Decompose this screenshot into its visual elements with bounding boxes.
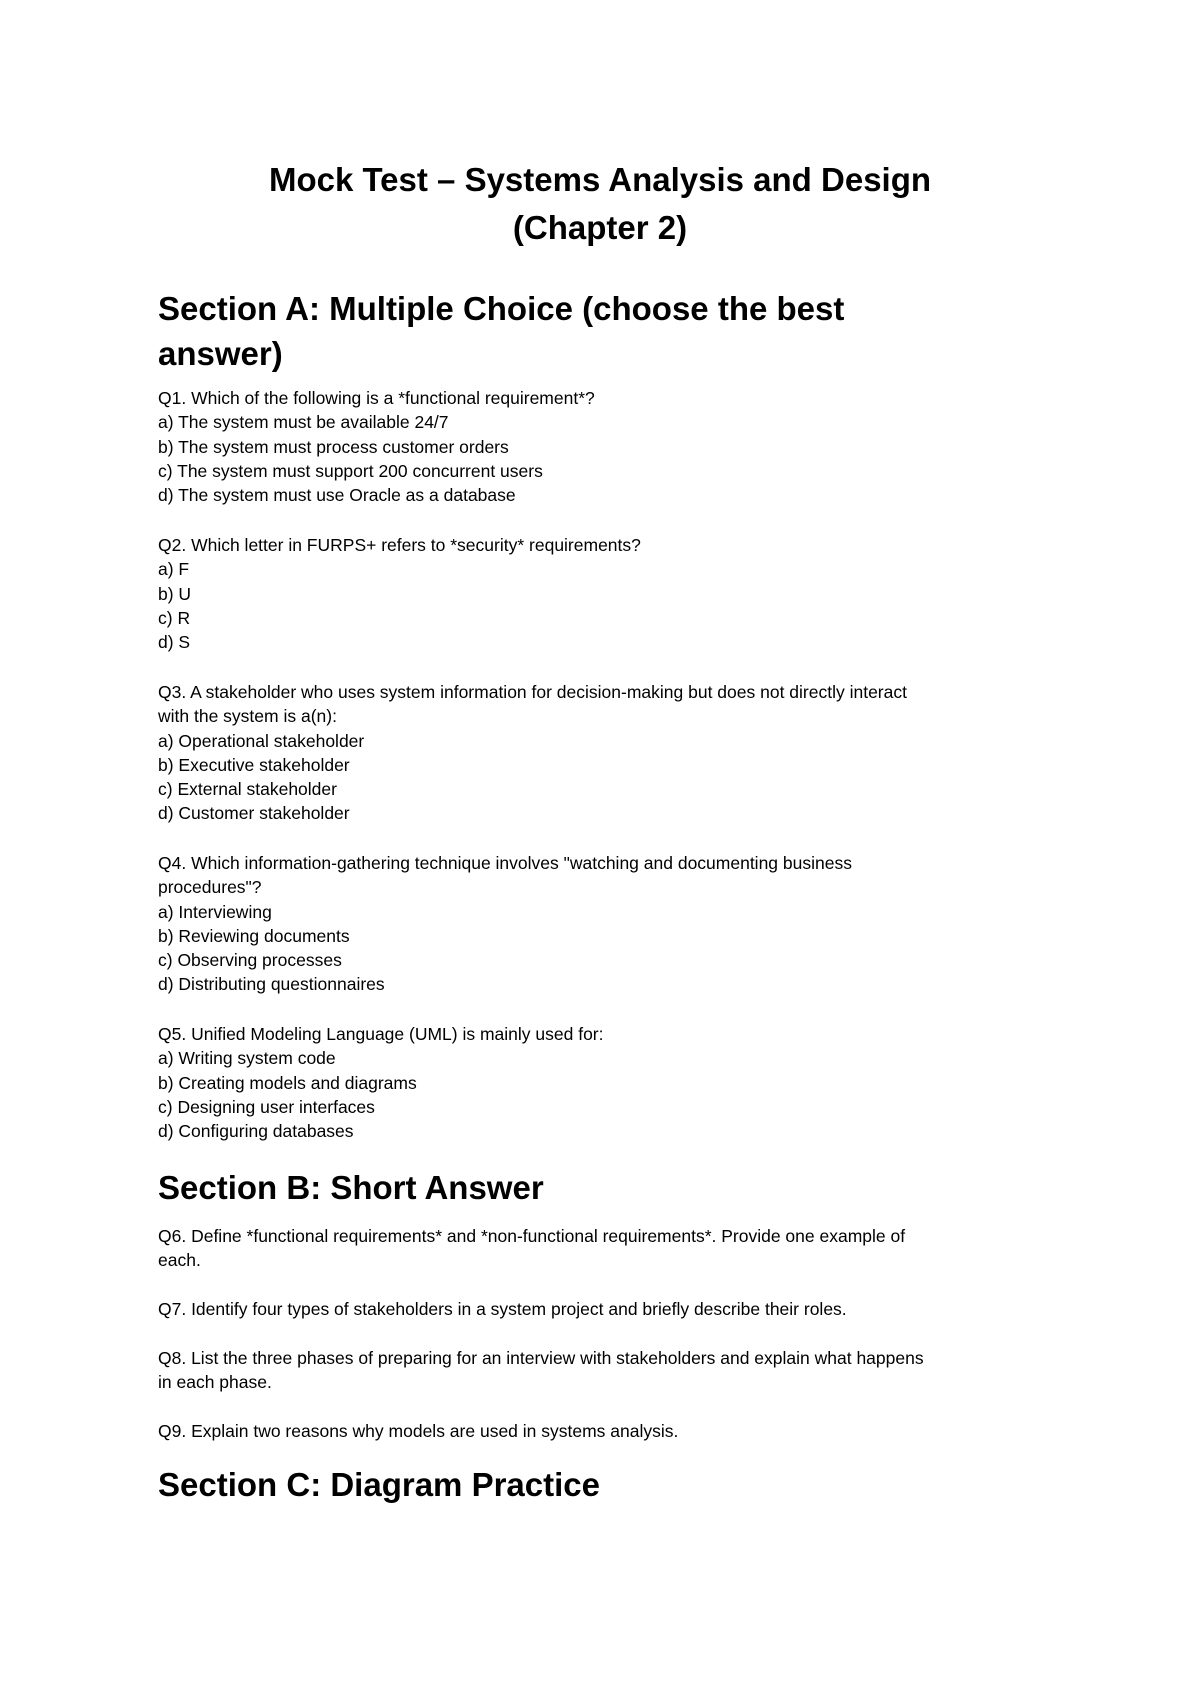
question-text: Q7. Identify four types of stakeholders in a system project and briefly describe their roles.	[158, 1299, 847, 1319]
question-text: Q4. Which information-gathering technique involves "watching and documenting business	[158, 853, 852, 873]
answer-option: a) Interviewing	[158, 901, 272, 922]
answer-option: c) The system must support 200 concurrent users	[158, 460, 543, 481]
answer-option: d) The system must use Oracle as a database	[158, 485, 516, 506]
answer-option: b) Executive stakeholder	[158, 754, 350, 775]
answer-option: a) F	[158, 559, 190, 580]
answer-option: d) Configuring databases	[158, 1121, 354, 1142]
question-text: Q3. A stakeholder who uses system information for decision-making but does not directly interact	[158, 682, 907, 702]
answer-option: b) Reviewing documents	[158, 925, 350, 946]
answer-option: d) Customer stakeholder	[158, 803, 350, 824]
question-text: Q2. Which letter in FURPS+ refers to *security* requirements?	[158, 535, 641, 555]
title-line: Mock Test – Systems Analysis and Design	[268, 161, 932, 198]
question-q5	[158, 1022, 1058, 1143]
question-q3	[158, 680, 1058, 826]
question-text: Q8. List the three phases of preparing for an interview with stakeholders and explain what happens	[158, 1348, 924, 1368]
answer-option: c) R	[158, 607, 191, 628]
section-a-heading-line: Section A: Multiple Choice (choose the best	[158, 290, 845, 327]
question-text: Q1. Which of the following is a *functional requirement*?	[158, 388, 595, 408]
question-q6	[158, 1224, 1058, 1273]
answer-option: b) Creating models and diagrams	[158, 1072, 417, 1093]
answer-option: d) Distributing questionnaires	[158, 974, 385, 995]
answer-option: b) The system must process customer orders	[158, 436, 509, 457]
section-b-heading-text: Section B: Short Answer	[158, 1169, 544, 1206]
answer-option: b) U	[158, 583, 192, 604]
answer-option: d) S	[158, 632, 191, 653]
answer-option: a) Operational stakeholder	[158, 730, 365, 751]
section-c-heading-text: Section C: Diagram Practice	[158, 1466, 600, 1503]
question-q8	[158, 1346, 1058, 1395]
question-text: procedures"?	[158, 877, 262, 898]
answer-option: c) Observing processes	[158, 950, 342, 971]
section-a-heading-line: answer)	[158, 335, 283, 372]
question-text: in each phase.	[158, 1372, 272, 1393]
question-text: Q9. Explain two reasons why models are used in systems analysis.	[158, 1421, 679, 1441]
section-a-heading	[158, 286, 1038, 376]
answer-option: a) Writing system code	[158, 1048, 336, 1069]
title-line: (Chapter 2)	[512, 209, 688, 246]
question-q1	[158, 386, 1058, 507]
answer-option: c) Designing user interfaces	[158, 1096, 375, 1117]
question-q2	[158, 533, 1058, 654]
answer-option: a) The system must be available 24/7	[158, 412, 449, 433]
section-b-heading	[158, 1165, 1038, 1210]
question-text: Q5. Unified Modeling Language (UML) is mainly used for:	[158, 1024, 604, 1044]
question-q4	[158, 851, 1058, 997]
question-q7	[158, 1297, 1058, 1321]
answer-option: c) External stakeholder	[158, 779, 337, 800]
question-text: Q6. Define *functional requirements* and *non-functional requirements*. Provide one example of	[158, 1226, 906, 1246]
question-text: each.	[158, 1250, 201, 1271]
page-title	[160, 156, 1040, 252]
section-c-heading	[158, 1462, 1038, 1507]
question-text: with the system is a(n):	[158, 706, 337, 727]
question-q9	[158, 1419, 1058, 1443]
